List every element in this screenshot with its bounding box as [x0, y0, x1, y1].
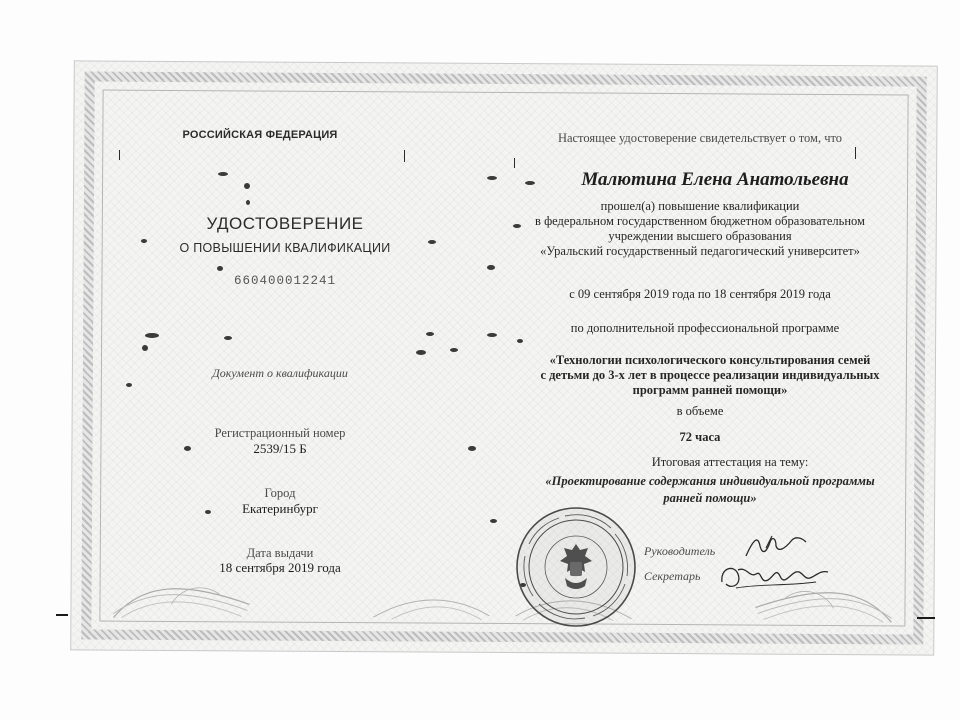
toner-smudge [126, 383, 132, 387]
intro-text: Настоящее удостоверение свидетельствует о том, что [557, 131, 843, 145]
scan-edge-mark [917, 617, 935, 619]
toner-smudge [517, 339, 523, 343]
attestation-topic-line: ранней помощи» [663, 491, 757, 505]
completed-line: учреждении высшего образования [608, 229, 792, 243]
scan-edge-mark [56, 614, 68, 616]
toner-smudge [141, 239, 147, 243]
city-label: Город [264, 486, 296, 500]
scan-tick-mark [404, 150, 405, 162]
head-signature-label: Руководитель [644, 544, 716, 558]
toner-smudge [525, 181, 535, 185]
toner-smudge [490, 519, 497, 523]
toner-smudge [487, 265, 495, 270]
toner-smudge [217, 266, 223, 271]
scan-tick-mark [514, 158, 515, 168]
toner-smudge [487, 333, 497, 337]
completed-line: прошел(а) повышение квалификации [600, 199, 800, 213]
toner-smudge [246, 200, 250, 205]
corner-ornament-left [111, 574, 251, 621]
program-intro: по дополнительной профессиональной программе [570, 321, 840, 335]
program-title-line: «Технологии психологического консультирования семей [549, 353, 871, 367]
center-ornament-left [371, 575, 491, 622]
completed-line: в федеральном государственном бюджетном образовательном [535, 214, 865, 228]
toner-smudge [224, 336, 232, 340]
toner-smudge [426, 332, 434, 336]
document-title: УДОСТОВЕРЕНИЕ [206, 214, 364, 233]
official-seal-icon [515, 506, 637, 628]
head-signature-icon [740, 532, 810, 562]
city-value: Екатеринбург [242, 501, 318, 516]
program-title-line: программ ранней помощи» [632, 383, 788, 397]
registration-number: 2539/15 Б [253, 441, 307, 456]
toner-smudge [416, 350, 426, 355]
toner-smudge [468, 446, 476, 451]
secretary-signature-icon [716, 560, 832, 594]
scan-tick-mark [855, 147, 856, 159]
toner-smudge [244, 183, 250, 189]
toner-smudge [142, 345, 148, 351]
scan-tick-mark [119, 150, 120, 160]
toner-smudge [428, 240, 436, 244]
toner-smudge [487, 176, 497, 180]
document-subtitle: О ПОВЫШЕНИИ КВАЛИФИКАЦИИ [179, 241, 391, 255]
serial-number: 660400012241 [233, 274, 336, 288]
recipient-name: Малютина Елена Анатольевна [581, 169, 849, 190]
issue-date: 18 сентября 2019 года [219, 560, 341, 575]
country-heading: РОССИЙСКАЯ ФЕДЕРАЦИЯ [182, 129, 338, 141]
registration-label: Регистрационный номер [214, 426, 346, 440]
document-type: Документ о квалификации [212, 366, 348, 380]
university-name: «Уральский государственный педагогический университет» [540, 244, 860, 258]
toner-smudge [145, 333, 159, 338]
attestation-topic-line: «Проектирование содержания индивидуальной программы [545, 474, 875, 488]
secretary-signature-label: Секретарь [644, 569, 701, 583]
issue-date-label: Дата выдачи [246, 546, 314, 560]
program-title-line: с детьми до 3-х лет в процессе реализации индивидуальных [540, 368, 880, 382]
training-period: с 09 сентября 2019 года по 18 сентября 2019 года [569, 287, 831, 301]
toner-smudge [218, 172, 228, 176]
attestation-label: Итоговая аттестация на тему: [651, 455, 809, 469]
toner-smudge [450, 348, 458, 352]
hours-value: 72 часа [679, 430, 721, 444]
volume-label: в объеме [676, 404, 724, 418]
